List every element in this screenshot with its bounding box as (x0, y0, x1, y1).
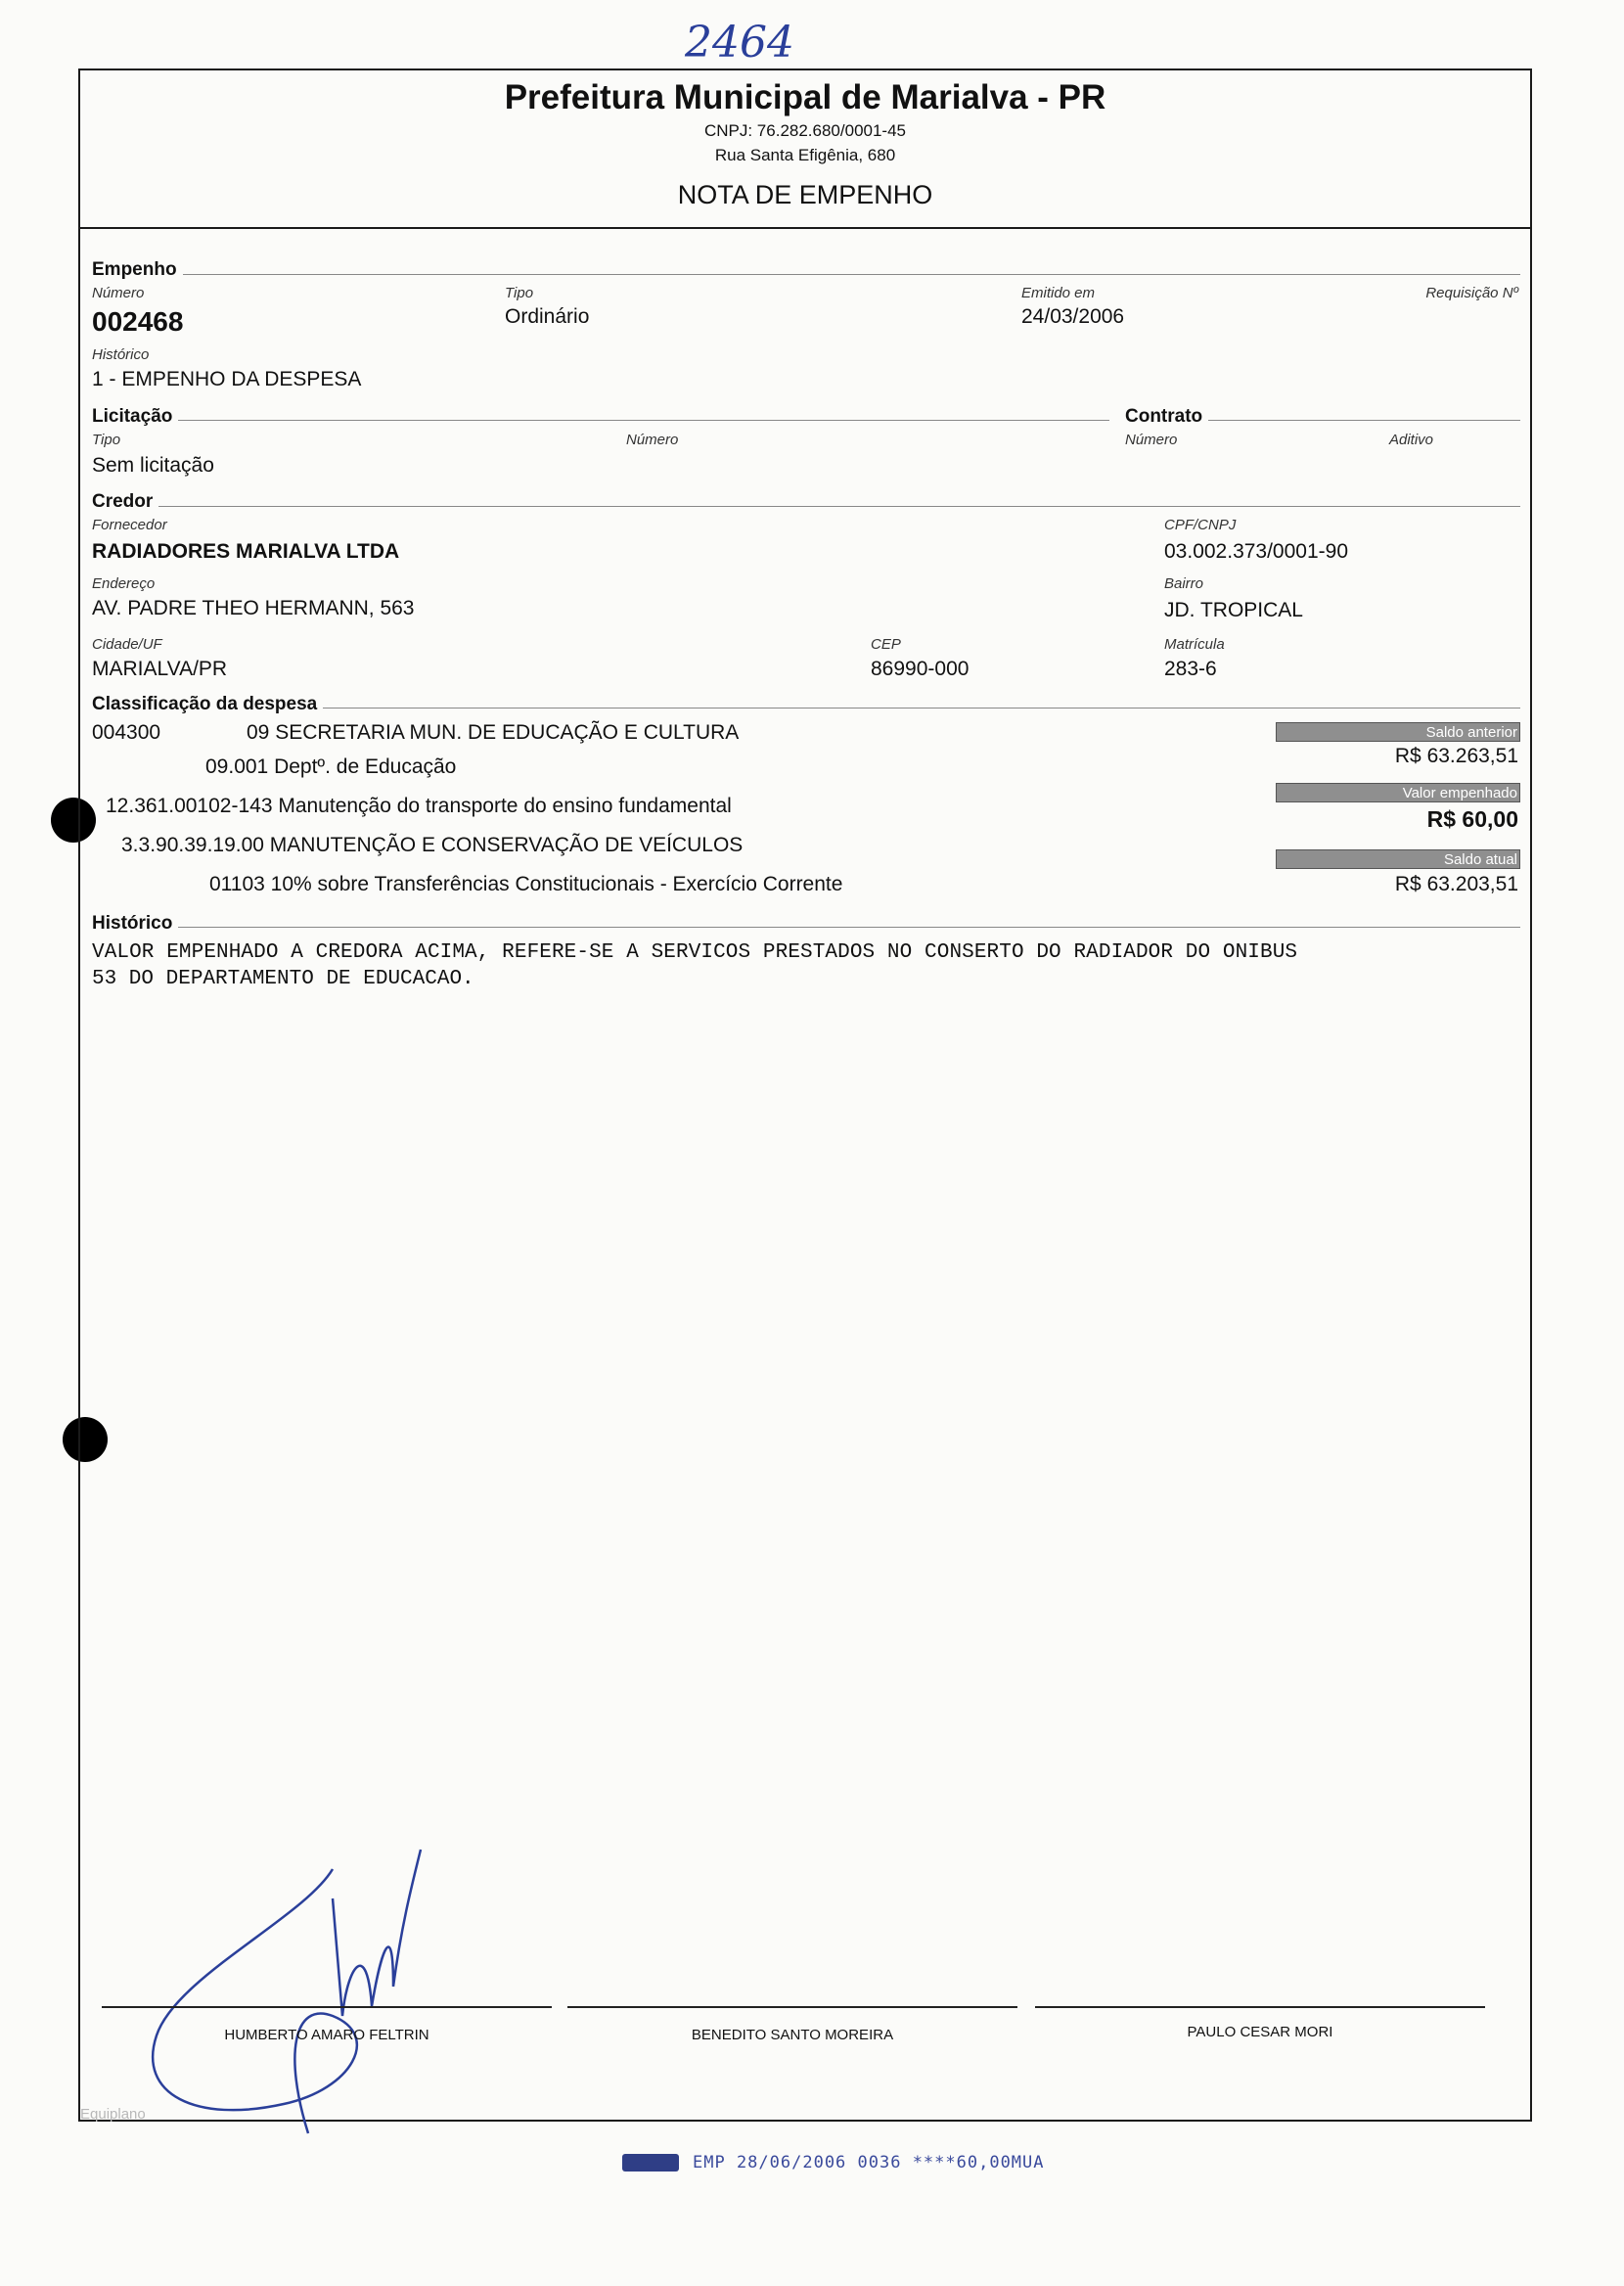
signature-name-3: PAULO CESAR MORI (1187, 2024, 1333, 2040)
empenho-emitido-label: Emitido em (1021, 285, 1096, 301)
credor-endereco: AV. PADRE THEO HERMANN, 563 (92, 597, 415, 619)
credor-cidade-label: Cidade/UF (92, 636, 162, 653)
licitacao-section: Licitação (92, 406, 178, 428)
footer-brand: Equiplano (80, 2106, 146, 2123)
signature-line-3 (1035, 2006, 1485, 2008)
licitacao-tipo: Sem licitação (92, 454, 214, 477)
address: Rua Santa Efigênia, 680 (714, 146, 896, 164)
credor-cep: 86990-000 (871, 658, 970, 680)
credor-fornecedor: RADIADORES MARIALVA LTDA (92, 540, 400, 563)
signature-name-1: HUMBERTO AMARO FELTRIN (224, 2027, 429, 2043)
historico-line-1: VALOR EMPENHADO A CREDORA ACIMA, REFERE-SE A SERVICOS PRESTADOS NO CONSERTO DO RADIADOR DO ONIBUS (92, 941, 1298, 964)
credor-rule (92, 506, 1520, 507)
classificacao-programa: 12.361.00102-143 Manutenção do transporte do ensino fundamental (106, 795, 732, 817)
historico-rule (92, 927, 1520, 928)
empenho-rule (92, 274, 1520, 275)
contrato-aditivo-label: Aditivo (1389, 432, 1434, 448)
classificacao-departamento: 09.001 Deptº. de Educação (205, 755, 457, 778)
credor-cpf-label: CPF/CNPJ (1164, 517, 1237, 533)
bank-stamp (622, 2153, 1045, 2172)
credor-matricula: 283-6 (1164, 658, 1217, 680)
empenho-requisicao-label: Requisição Nº (1425, 285, 1518, 301)
signature-line-2 (567, 2006, 1017, 2008)
saldo-anterior: R$ 63.263,51 (1394, 745, 1518, 767)
licitacao-tipo-label: Tipo (92, 432, 121, 448)
signature-name-2: BENEDITO SANTO MOREIRA (691, 2027, 894, 2043)
handwritten-signature (137, 1840, 460, 2153)
valor-empenhado-label: Valor empenhado (1276, 783, 1520, 802)
empenho-numero-label: Número (92, 285, 145, 301)
credor-cidade: MARIALVA/PR (92, 658, 228, 680)
valor-empenhado: R$ 60,00 (1426, 806, 1518, 832)
empenho-emitido: 24/03/2006 (1021, 305, 1125, 328)
header-divider (78, 227, 1532, 229)
empenho-numero: 002468 (92, 306, 184, 337)
stamp-logo-icon (622, 2154, 679, 2172)
contrato-numero-label: Número (1125, 432, 1178, 448)
licitacao-rule (92, 420, 1109, 421)
credor-bairro: JD. TROPICAL (1164, 599, 1303, 621)
classificacao-section: Classificação da despesa (92, 694, 323, 715)
empenho-historico-label: Histórico (92, 346, 150, 363)
stamp-text: EMP 28/06/2006 0036 ****60,00MUA (693, 2153, 1045, 2172)
licitacao-numero-label: Número (626, 432, 679, 448)
header (78, 70, 1532, 227)
empenho-section: Empenho (92, 259, 183, 281)
historico-section: Histórico (92, 913, 178, 935)
cnpj: CNPJ: 76.282.680/0001-45 (703, 121, 907, 140)
saldo-anterior-label: Saldo anterior (1276, 722, 1520, 742)
credor-bairro-label: Bairro (1164, 575, 1204, 592)
empenho-historico: 1 - EMPENHO DA DESPESA (92, 368, 362, 390)
classificacao-elemento: 3.3.90.39.19.00 MANUTENÇÃO E CONSERVAÇÃO DE VEÍCULOS (121, 834, 744, 856)
empenho-tipo-label: Tipo (505, 285, 534, 301)
credor-endereco-label: Endereço (92, 575, 156, 592)
contrato-section: Contrato (1125, 406, 1208, 428)
credor-cep-label: CEP (871, 636, 901, 653)
historico-line-2: 53 DO DEPARTAMENTO DE EDUCACAO. (92, 968, 474, 990)
saldo-atual-label: Saldo atual (1276, 849, 1520, 869)
doc-title: NOTA DE EMPENHO (677, 180, 933, 209)
signature-line-1 (102, 2006, 552, 2008)
classificacao-fonte: 01103 10% sobre Transferências Constitucionais - Exercício Corrente (209, 873, 843, 895)
credor-section: Credor (92, 491, 158, 513)
handwritten-annotation: 2464 (685, 18, 794, 68)
credor-matricula-label: Matrícula (1164, 636, 1225, 653)
saldo-atual: R$ 63.203,51 (1394, 873, 1518, 895)
empenho-tipo: Ordinário (505, 305, 590, 328)
org-title: Prefeitura Municipal de Marialva - PR (504, 78, 1106, 116)
credor-fornecedor-label: Fornecedor (92, 517, 167, 533)
classificacao-code: 004300 (92, 721, 161, 744)
classificacao-secretaria: 09 SECRETARIA MUN. DE EDUCAÇÃO E CULTURA (247, 721, 740, 744)
credor-cpf: 03.002.373/0001-90 (1164, 540, 1349, 563)
